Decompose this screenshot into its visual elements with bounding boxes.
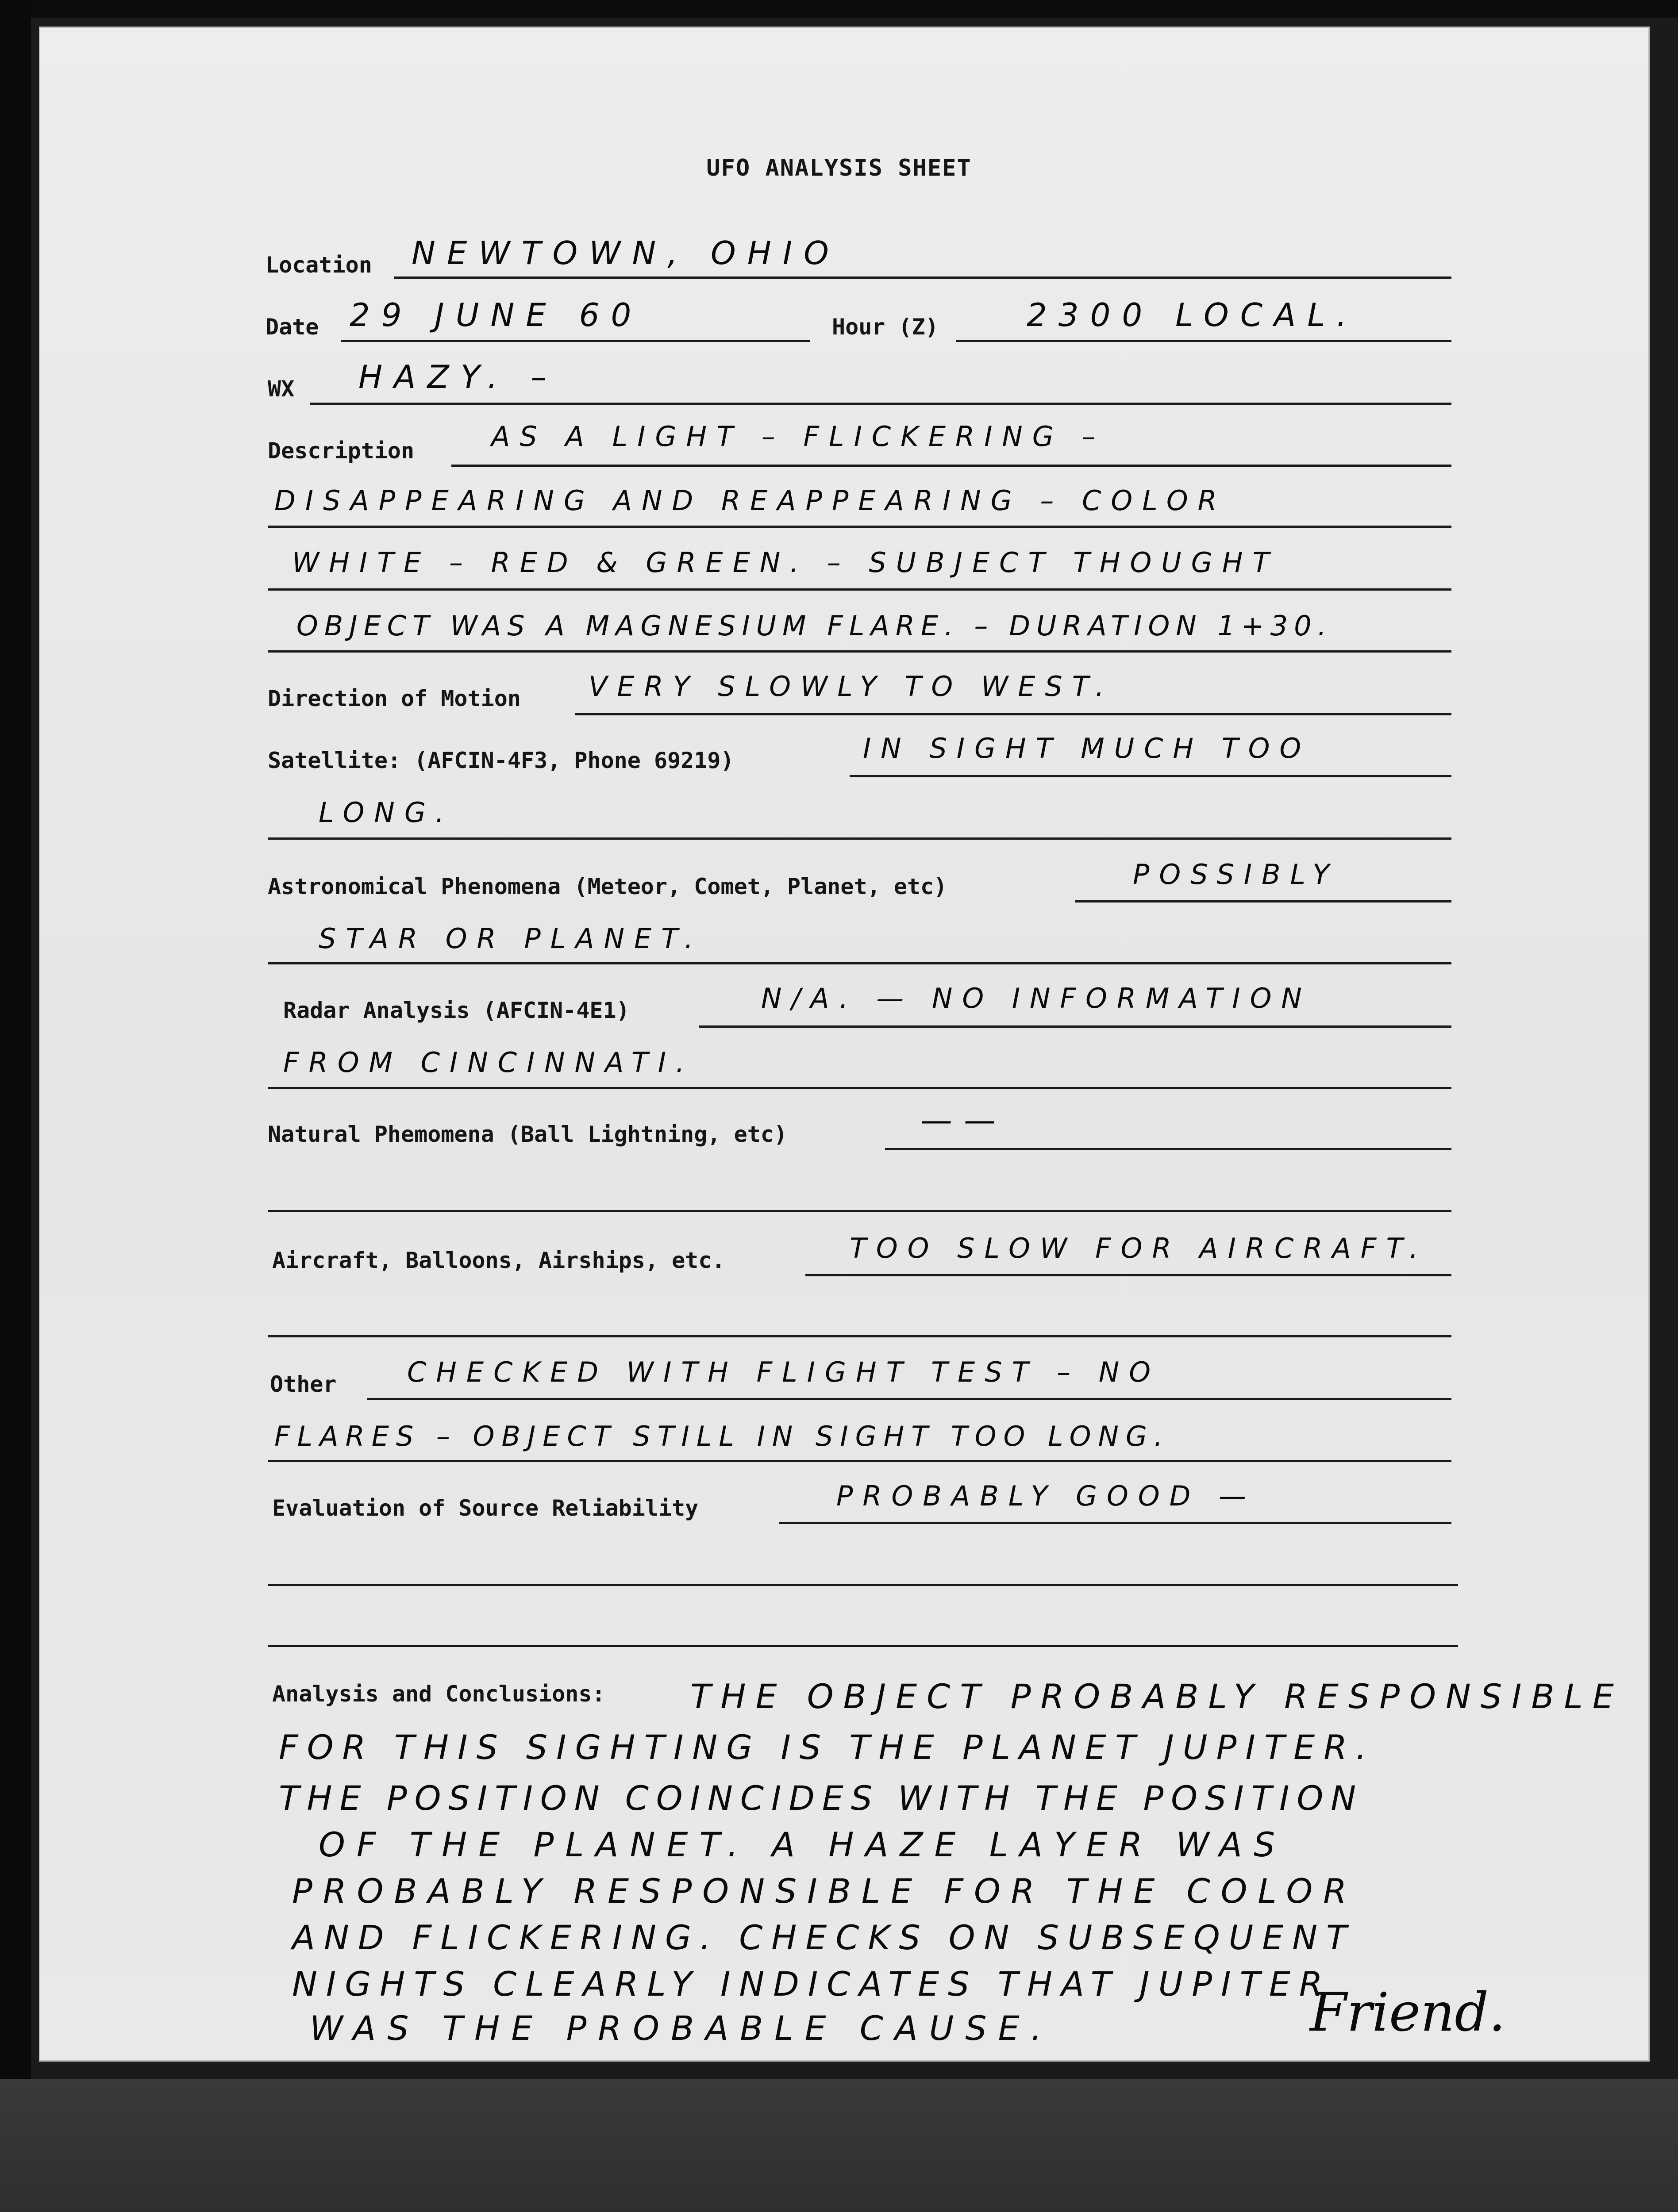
analysis-line-5: PROBABLY RESPONSIBLE FOR THE COLOR [292,1871,1358,1911]
description-line-1: AS A LIGHT – FLICKERING – [491,420,1105,453]
analysis-label: Analysis and Conclusions: [272,1681,605,1707]
radar-rule-1 [699,1025,1451,1028]
date-rule [341,340,810,342]
wx-rule [310,403,1451,405]
natural-value: —— [920,1102,1007,1139]
location-value: NEWTOWN, OHIO [412,234,840,272]
astronomical-line-2: STAR OR PLANET. [319,922,703,955]
description-line-3: WHITE – RED & GREEN. – SUBJECT THOUGHT [292,546,1279,579]
aircraft-rule-1 [805,1274,1451,1276]
reliability-rule-1 [779,1522,1451,1524]
satellite-rule-2 [268,837,1451,840]
aircraft-value: TOO SLOW FOR AIRCRAFT. [850,1232,1428,1264]
radar-line-2: FROM CINCINNATI. [283,1046,694,1079]
natural-label: Natural Phemomena (Ball Lightning, etc) [268,1121,787,1147]
hour-value: 2300 LOCAL. [1027,296,1359,334]
hour-rule [956,340,1451,342]
natural-rule-2 [268,1210,1451,1212]
analysis-line-7: NIGHTS CLEARLY INDICATES THAT JUPITER [292,1964,1332,2004]
direction-value: VERY SLOWLY TO WEST. [589,670,1114,703]
analysis-line-8: WAS THE PROBABLE CAUSE. [310,2008,1053,2048]
direction-label: Direction of Motion [268,686,521,711]
satellite-label: Satellite: (AFCIN-4F3, Phone 69219) [268,748,734,773]
radar-line-1: N/A. — NO INFORMATION [761,982,1312,1014]
other-line-2: FLARES – OBJECT STILL IN SIGHT TOO LONG. [274,1420,1170,1452]
analyst-signature: Friend. [1310,1982,1506,2043]
analysis-line-4: OF THE PLANET. A HAZE LAYER WAS [319,1825,1287,1864]
aircraft-label: Aircraft, Balloons, Airships, etc. [272,1248,725,1273]
radar-label: Radar Analysis (AFCIN-4E1) [283,998,630,1023]
description-rule-4 [268,650,1451,653]
astronomical-rule-1 [1075,900,1451,902]
satellite-line-1: IN SIGHT MUCH TOO [863,732,1311,764]
description-line-2: DISAPPEARING AND REAPPEARING – COLOR [274,484,1227,517]
reliability-value: PROBABLY GOOD — [836,1480,1256,1512]
scan-border-top [0,0,1678,18]
wx-value: HAZY. – [358,358,558,396]
other-label: Other [270,1371,337,1397]
reliability-rule-2 [268,1584,1458,1586]
analysis-line-6: AND FLICKERING. CHECKS ON SUBSEQUENT [292,1918,1356,1957]
description-rule-2 [268,526,1451,528]
description-rule-3 [268,588,1451,591]
natural-rule-1 [885,1148,1451,1150]
hour-label: Hour (Z) [832,314,939,340]
location-rule [394,276,1451,279]
radar-rule-2 [268,1087,1451,1089]
other-line-1: CHECKED WITH FLIGHT TEST – NO [407,1356,1161,1388]
date-label: Date [266,314,319,340]
location-label: Location [266,252,372,278]
reliability-label: Evaluation of Source Reliability [272,1495,699,1521]
scan-border-left [0,0,31,2212]
wx-label: WX [268,376,295,402]
description-line-4: OBJECT WAS A MAGNESIUM FLARE. – DURATION 1+30. [296,610,1333,642]
astronomical-line-1: POSSIBLY [1133,858,1339,891]
astronomical-rule-2 [268,962,1451,964]
description-rule-1 [451,465,1451,467]
astronomical-label: Astronomical Phenomena (Meteor, Comet, Planet, etc) [268,874,947,899]
satellite-rule-1 [850,775,1451,777]
sheet-title: UFO ANALYSIS SHEET [706,155,972,181]
description-label: Description [268,438,415,464]
analysis-line-2: FOR THIS SIGHTING IS THE PLANET JUPITER. [279,1728,1376,1767]
scan-background-bottom [0,2079,1678,2212]
reliability-rule-3 [268,1645,1458,1647]
date-value: 29 JUNE 60 [350,296,643,334]
direction-rule [575,713,1451,715]
other-rule-1 [367,1398,1451,1400]
satellite-line-2: LONG. [319,796,454,829]
other-rule-2 [268,1460,1451,1462]
analysis-line-3: THE POSITION COINCIDES WITH THE POSITION [279,1778,1364,1818]
analysis-line-1: THE OBJECT PROBABLY RESPONSIBLE [690,1677,1624,1716]
aircraft-rule-2 [268,1335,1451,1337]
